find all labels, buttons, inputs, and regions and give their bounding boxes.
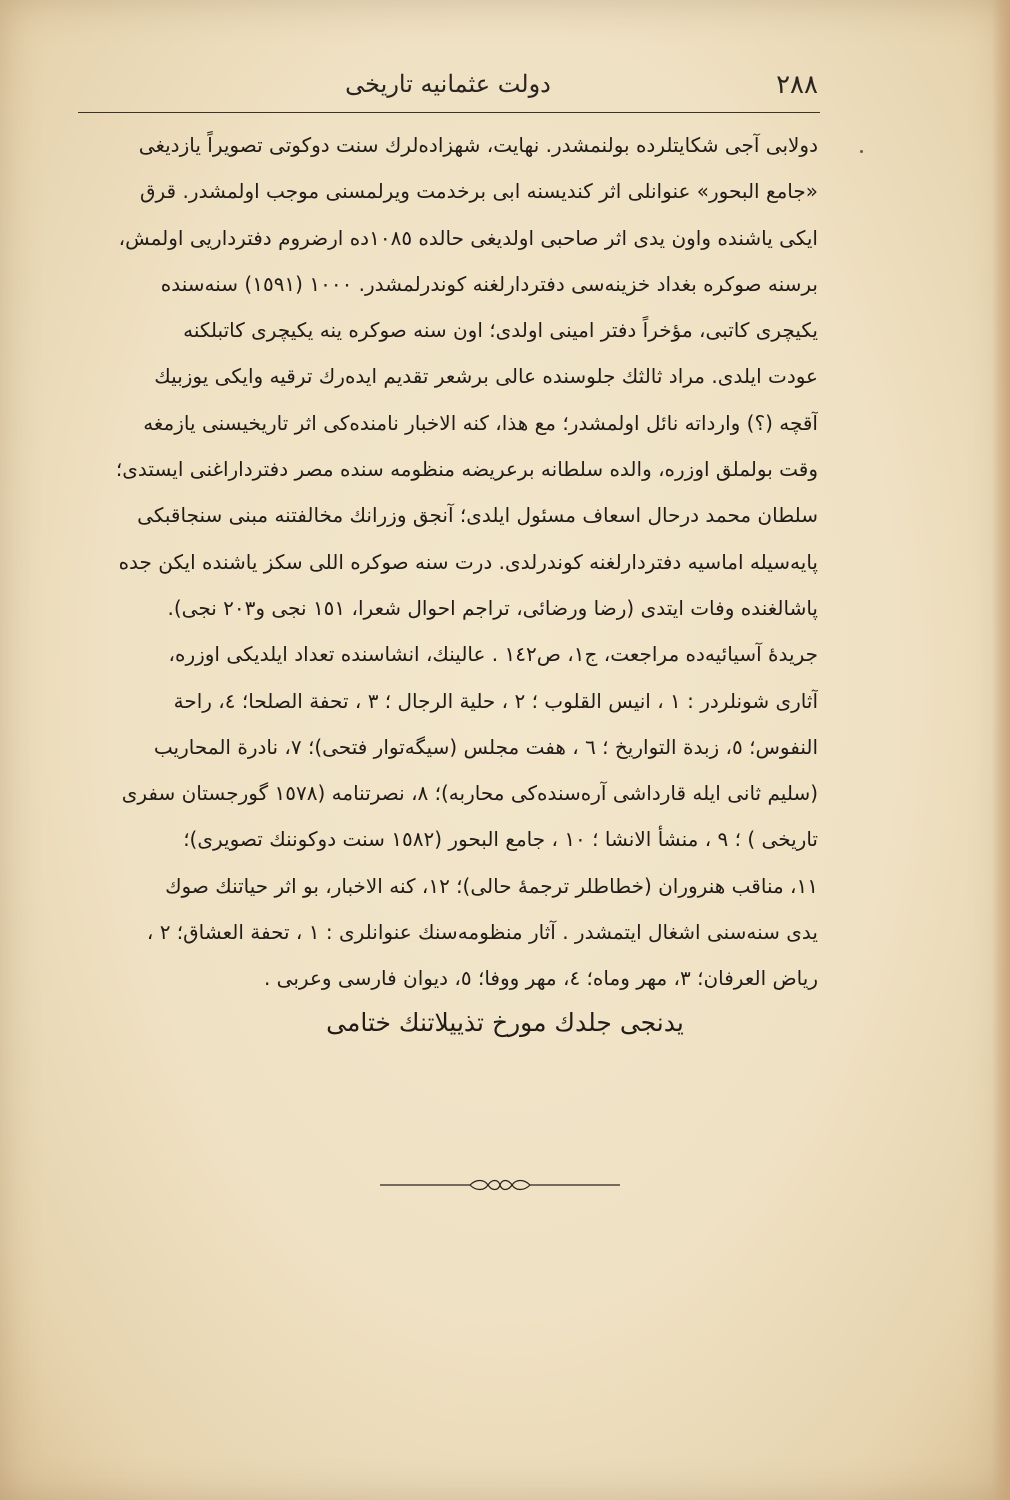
text-line: رياض العرفان؛ ٣، مهر وماه؛ ٤، مهر ووفا؛ ٥، ديوان فارسى وعربى . xyxy=(263,966,818,991)
text-line: يكيچرى كاتبى، مؤخراً دفتر امينى اولدى؛ اون سنه صوكره ينه يكيچرى كاتبلكنه xyxy=(183,318,818,343)
text-line: آقچه (؟) وارداته نائل اولمشدر؛ مع هذا، كنه الاخبار نامنده‌كى اثر تاريخيسنى يازمغه xyxy=(143,410,818,435)
text-line: النفوس؛ ٥، زبدة التواريخ ؛ ٦ ، هفت مجلس (سيگه‌توار فتحى)؛ ٧، نادرة المحاريب xyxy=(153,734,818,759)
header-rule xyxy=(78,112,820,113)
text-line: ايكى ياشنده واون يدى اثر صاحبى اولديغى حالده ١٠٨٥ده ارضروم دفترداريى اولمش، xyxy=(118,225,818,250)
text-line: عودت ايلدى. مراد ثالثك جلوسنده عالى برشعر تقديم ايده‌رك ترقيه وايكى يوزبيك xyxy=(154,364,818,389)
text-line: پايه‌سيله اماسيه دفتردارلغنه كوندرلدى. درت سنه صوكره اللى سكز ياشنده ايكن جده xyxy=(118,549,818,574)
text-line: دولابى آجى شكايتلرده بولنمشدر. نهايت، شهزاده‌لرك سنت دوكوتى تصويراً يازديغى xyxy=(138,133,818,157)
text-line: يدى سنه‌سنى اشغال ايتمشدر . آثار منظومه‌سنك عنوانلرى : ١ ، تحفة العشاق؛ ٢ ، xyxy=(146,920,818,945)
page-number: ٢٨٨ xyxy=(776,70,818,100)
text-line: «جامع البحور» عنوانلى اثر كنديسنه ابى برخدمت ويرلمسنى موجب اولمشدر. قرق xyxy=(140,179,818,204)
margin-mark xyxy=(860,150,863,153)
ornament-divider xyxy=(380,1178,620,1192)
text-line: جريدهٔ آسيائيه‌ده مراجعت، ج١، ص١٤٢ . عالينك، انشاسنده تعداد ايلديكى اوزره، xyxy=(168,642,818,667)
text-line: وقت بولملق اوزره، والده سلطانه برعريضه منظومه سنده مصر دفترداراغنى ايستدى؛ xyxy=(115,457,818,482)
running-title: دولت عثمانيه تاريخى xyxy=(345,70,551,98)
closing-line: يدنجى جلدك مورخ تذييلاتنك ختامى xyxy=(326,1008,684,1037)
page-header xyxy=(78,70,818,110)
text-line: پاشالغنده وفات ايتدى (رضا ورضائى، تراجم احوال شعرا، ١٥١ نجى و٢٠٣ نجى). xyxy=(167,595,818,620)
text-line: تاريخى ) ؛ ٩ ، منشأ الانشا ؛ ١٠ ، جامع البحور (١٥٨٢ سنت دوكوننك تصويرى)؛ xyxy=(183,827,818,852)
text-line: ١١، مناقب هنروران (خطاطلر ترجمهٔ حالى)؛ ١٢، كنه الاخبار، بو اثر حياتنك صوك xyxy=(165,873,818,898)
page-edge-shadow xyxy=(992,0,1010,1500)
body-text xyxy=(82,122,818,1002)
text-line: سلطان محمد درحال اسعاف مسئول ايلدى؛ آنجق وزرانك مخالفتنه مبنى سنجاقبكى xyxy=(137,503,818,528)
text-line: برسنه صوكره بغداد خزينه‌سى دفتردارلغنه كوندرلمشدر. ١٠٠٠ (١٥٩١) سنه‌سنده xyxy=(160,271,818,296)
text-line: (سليم ثانى ايله قارداشى آره‌سنده‌كى محاربه)؛ ٨، نصرتنامه (١٥٧٨ گورجستان سفرى xyxy=(121,781,818,806)
text-line: آثارى شونلردر : ١ ، انيس القلوب ؛ ٢ ، حلية الرجال ؛ ٣ ، تحفة الصلحا؛ ٤، راحة xyxy=(173,688,818,713)
